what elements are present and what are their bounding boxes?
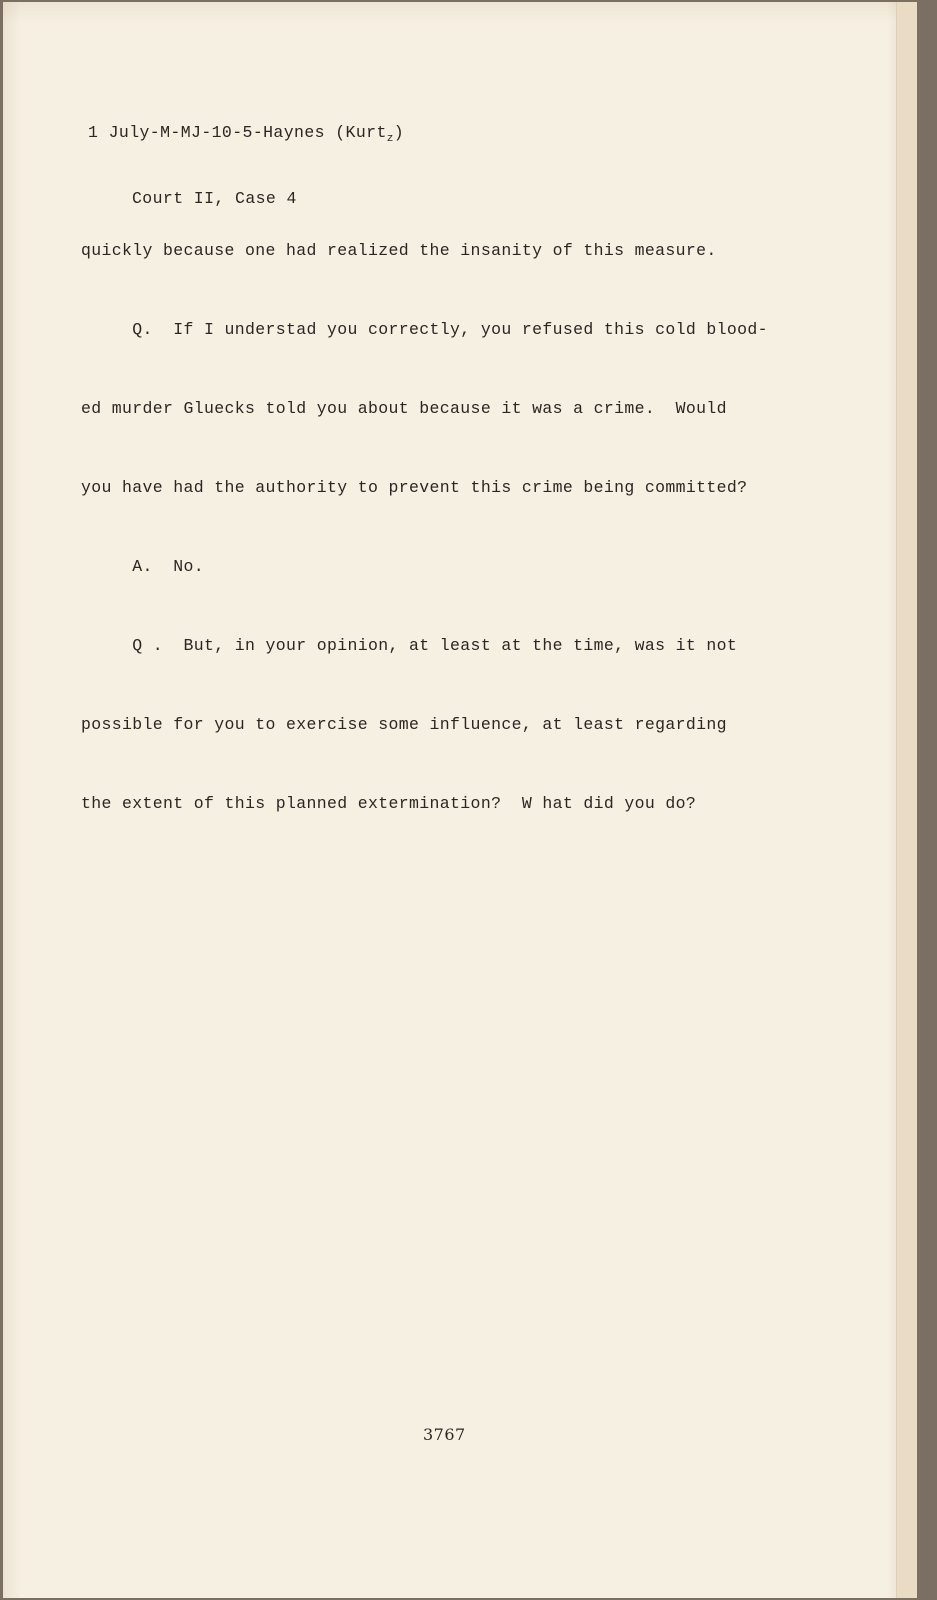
- transcript-line: ed murder Gluecks told you about because it was a crime. Would: [81, 399, 727, 418]
- document-page: [3, 2, 917, 1598]
- page-number: 3767: [423, 1425, 466, 1444]
- transcript-line: possible for you to exercise some influence, at least regarding: [81, 715, 727, 734]
- header-closing: ): [393, 123, 405, 142]
- transcript-line: Q. If I understad you correctly, you refused this cold blood-: [81, 320, 768, 339]
- transcript-line: you have had the authority to prevent this crime being committed?: [81, 478, 748, 497]
- transcript-body: [81, 200, 781, 870]
- transcript-line: Q . But, in your opinion, at least at the time, was it not: [81, 636, 738, 655]
- header-line-2: Court II, Case 4: [132, 189, 297, 208]
- transcript-line: A. No.: [81, 557, 205, 576]
- page-edge-strip: [896, 2, 917, 1598]
- transcript-line: quickly because one had realized the insanity of this measure.: [81, 241, 717, 260]
- transcript-line: the extent of this planned extermination? W hat did you do?: [81, 794, 697, 813]
- header-subscript: z: [386, 133, 394, 145]
- header-reference: 1 July-M-MJ-10-5-Haynes (Kurt: [88, 123, 387, 142]
- header-line-1: [88, 122, 404, 146]
